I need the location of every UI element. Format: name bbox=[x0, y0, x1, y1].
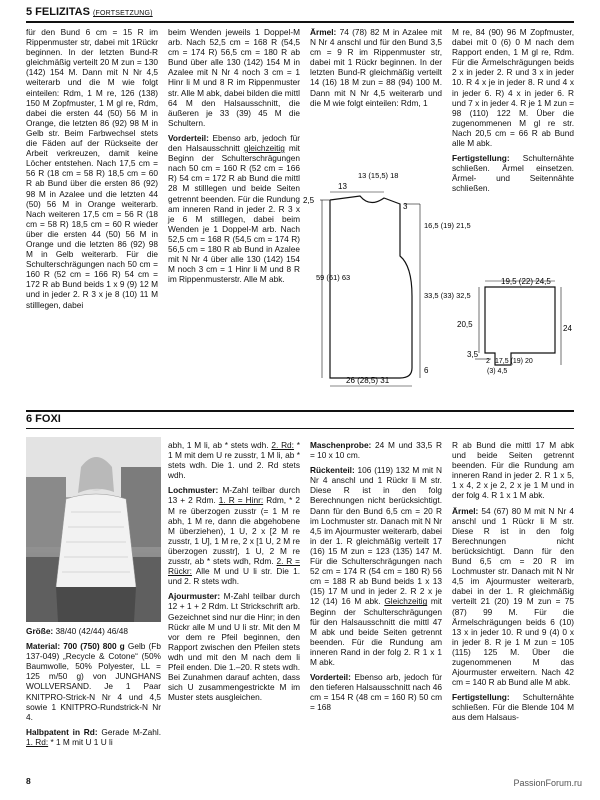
section-rule bbox=[26, 21, 574, 23]
page-number: 8 bbox=[26, 776, 31, 786]
paragraph-maschenprobe: Maschenprobe: 24 M und 33,5 R = 10 x 10 cm. bbox=[310, 440, 442, 461]
dim-sleeve-bottom-small: (3) 4,5 bbox=[487, 368, 508, 375]
text-column-foxi-1 bbox=[26, 626, 161, 752]
dim-sleeve-cuff: 2 bbox=[486, 358, 490, 365]
section-header-foxi bbox=[26, 413, 61, 425]
text-column-3 bbox=[310, 27, 442, 113]
dim-left-height: 59 (61) 63 bbox=[316, 273, 351, 282]
body-outline bbox=[330, 196, 412, 378]
paragraph-fertigstellung: Fertigstellung: Schulternähte schließen. Für die Blende 104 M aus dem Halsaus- bbox=[452, 692, 574, 723]
paragraph-ajourmuster: Ajourmuster: M-Zahl teilbar durch 12 + 1 + 2 Rdm. Lt Strickschrift arb. Gezeichnet sind nur die Hinr; in den Rückr alle M und U li str. Mit den M vor dem re Pfeil beginnen, den Rapport zwischen den Pfeilen stets wdh und mit den M nach dem li Pfeil enden. Die 1.–20. R stets wdh. Bei Zunahmen darauf achten, dass sich U zusammengestrickte M im Muster stets ausgleichen. bbox=[168, 591, 300, 703]
paragraph-groesse: Größe: 38/40 (42/44) 46/48 bbox=[26, 626, 128, 636]
text-column-foxi-4 bbox=[452, 440, 574, 728]
section-subtitle: (FORTSETZUNG) bbox=[93, 10, 153, 17]
sleeve-schematic bbox=[455, 275, 575, 385]
paragraph-vorderteil: Vorderteil: Ebenso arb, jedoch für den Halsausschnitt gleichzeitig mit Beginn der Schulterschrägungen nach 50 cm = 160 R (52 cm = 166 R) 54 cm = 172 R ab Bund die mittl 28 M stilllegen und beide Seiten getrennt beenden. Für die Rundung am inneren Rand in jeder 2. R 3 x je 6 M stilllegen, dabei beim Wenden je 1 Doppel-M arb. Nach 52,5 cm = 168 R (54,5 cm = 174 R) 56,5 cm = 180 R ab Bund in Azalee mit N Nr 4 über alle 130 (142) 154 M noch 3 cm = 1 Hinr li M und 8 R im Rippenmusterstr. Alle M abk. bbox=[168, 132, 300, 285]
dim-bottom-width: 26 (28,5) 31 bbox=[346, 376, 390, 385]
paragraph: für den Bund 6 cm = 15 R im Rippenmuster str, dabei mit 1Rückr beginnen. In der letzten Bund-R gleichmäßig verteilt 20 M zun = 130 (142) 154 M. Dann mit N Nr 4,5 weiterarb und die M wie folgt einteilen: Rdm, 1 M re, 126 (138) 150 M Zopfmuster, 1 M gl re, Rdm, dabei die ersten 44 (50) 56 M in Orange, die letzten 86 (92) 98 M in Gelb str. Beim Farbwechsel stets die Fäden auf der Rückseite der Arbeit verkreuzen, damit keine Löcher entstehen. Nach 17,5 cm = 56 R (18 cm = 58 R) 18,5 cm = 60 R ab Bund über die ersten 86 (92) 98 M in Azalee und die letzten 44 (50) 56 M in Orange weiterarb. Nach weiteren 17,5 cm = 56 R (18 cm = 58 R) 18,5 cm = 60 R wieder über die ersten 44 (50) 56 M in Orange und die letzten 86 (92) 98 M in Gelb weiterarb. Für die Schulterschrägungen nach 50 cm = 160 R (52 cm = 166 R) 54 cm = 172 R ab Bund beids 1 x 9 (9) 12 M und in jeder 2. R 3 x je 8 (10) 11 M stilllegen, dabei bbox=[26, 27, 158, 310]
paragraph-fertigstellung: Fertigstellung: Schulternähte schließen. Ärmel einsetzen. Ärmel- und Seitennähte schließen. bbox=[452, 153, 574, 194]
dim-sleeve-right: 24 bbox=[563, 324, 572, 333]
dim-left-drop: 2,5 bbox=[303, 196, 315, 205]
dim-right-bottom: 6 bbox=[424, 366, 429, 375]
paragraph-lochmuster: Lochmuster: M-Zahl teilbar durch 13 + 2 Rdm. 1. R = Hinr: Rdm, * 2 M re überzogen zusstr (= 1 M re abh, 1 M re, dann die abgehobene M überziehen), 1 U, 2 x [2 M re zusstr, 1 U], 1 M re, 2 x [1 U, 2 M re überzogen zusstr], 1 U, 2 M re zusstr, ab * stets wdh, Rdm. 2. R = Rückr: Alle M und U li str. Die 1. und 2. R stets wdh. bbox=[168, 485, 300, 587]
dim-neck: 13 (15,5) 18 bbox=[358, 171, 399, 180]
dim-shoulder: 13 bbox=[338, 182, 347, 191]
section-title: 5 FELIZITAS bbox=[26, 6, 90, 18]
paragraph-halbpatent-cont: abh, 1 M li, ab * stets wdh. 2. Rd: * 1 M mit dem U re zusstr, 1 M li, ab * stets wdh. Die 1. und 2. Rd stets wdh. bbox=[168, 440, 300, 481]
dim-right-lower: 33,5 (33) 32,5 bbox=[424, 291, 471, 300]
paragraph: M re, 84 (90) 96 M Zopfmuster, dabei mit 0 (6) 0 M nach dem Rapport enden, 1 M gl re, Rdm. Für die Ärmelschrägungen beids 2 x in jeder 2. R und 3 x in jeder 10. R 4 x je in jeder 8. R und 4 x in jeder 6. R) 4 x in jeder 6. R und 7 x in jeder 4. R je 1 M zun = 98 (110) 122 M. Über die zugenommenen M gl re str. Nach 20,5 cm = 66 R ab Bund alle M abk. bbox=[452, 27, 574, 149]
section-rule bbox=[26, 428, 574, 429]
paragraph-aermel: Ärmel: 74 (78) 82 M in Azalee mit N Nr 4 anschl und für den Bund 3,5 cm = 9 R im Rippenmuster str, dabei mit 1 Rückr beginnen. In der letzten Bund-R gleichmäßig verteilt 14 (16) 18 M zun = 88 (94) 100 M. Dann mit N Nr 4,5 weiterarb und die M wie folgt einteilen: Rdm, 1 bbox=[310, 27, 442, 108]
paragraph-aermel: Ärmel: 54 (67) 80 M mit N Nr 4 anschl und 1 Rückr li M str. Diese R ist in den folg Berechnungen nicht berücksichtigt. Dann für den Bund 6,5 cm = 20 R im Lochmuster str. Danach mit N Nr 4,5 im Ajourmuster weiterarb, dabei in der 1. R gleichmäßig verteilt 21 (20) 19 M zun = 75 (87) 99 M. Für die Ärmelschrägungen beids 6 (10) 13 x in jeder 10. R und 9 (4) 0 x in jeder 8. R je 1 M zun = 105 (115) 125 M. Über die zugenommenen M das Ajourmuster erweitern. Nach 42 cm = 140 R ab Bund alle M abk. bbox=[452, 505, 574, 688]
paragraph-vorderteil: Vorderteil: Ebenso arb, jedoch für den tieferen Halsausschnitt nach 46 cm = 154 R (48 cm = 160 R) 50 cm = 168 bbox=[310, 672, 442, 713]
paragraph: beim Wenden jeweils 1 Doppel-M arb. Nach 52,5 cm = 168 R (54,5 cm = 174 R) 56,5 cm = 180 R ab Bund über alle 130 (142) 154 M in Azalee mit N Nr 4 noch 3 cm = 1 Hinr li M und 8 R im Rippenmuster str. Alle M abk, dabei bilden die mittl 64 M den Halsausschnitt, die äußeren je 33 (39) 45 M die Schultern. bbox=[168, 27, 300, 128]
section-rule bbox=[26, 410, 574, 412]
paragraph-halbpatent: Halbpatent in Rd: Gerade M-Zahl. 1. Rd: * 1 M mit U 1 U li bbox=[26, 726, 161, 747]
text-column-2 bbox=[168, 27, 300, 289]
paragraph: R ab Bund die mittl 17 M abk und beide Seiten getrennt beenden. Für die Rundung am inneren Rand in jeder 2. R 1 x 5, 1 x 4, 2 x je 2, 2 x je 1 M und in der folg 4. R 1 x 1 M abk. bbox=[452, 440, 574, 501]
dim-sleeve-top: 19,5 (22) 24,5 bbox=[501, 277, 551, 286]
dim-right-upper: 16,5 (19) 21,5 bbox=[424, 221, 471, 230]
model-photo bbox=[26, 437, 161, 622]
section-header-felizitas bbox=[26, 6, 153, 18]
paragraph-material: Material: 700 (750) 800 g Gelb (Fb 137-049) „Recycle & Cotone“ (50% Baumwolle, 50% Polyester, LL = 125 m/50 g) von JUNGHANS WOLLVERSAND. Je 1 Paar KNITPRO-Strick-N Nr 4 und 4,5 sowie 1 KNITPRO-Rundstrick-N Nr 4. bbox=[26, 641, 161, 722]
text-column-foxi-3 bbox=[310, 440, 442, 717]
paragraph-rueckenteil: Rückenteil: 106 (119) 132 M mit N Nr 4 anschl und 1 Rückr li M str. Diese R ist in den folg Berechnungen nicht berücksichtigt. Dann für den Bund 6,5 cm = 20 R im Lochmuster str. Danach mit N Nr 4,5 im Ajourmuster weiterarb, dabei in der 1. R gleichmäßig verteilt 17 (16) 15 M zun = 123 (135) 147 M. Für die Schulterschrägungen nach 52 cm = 174 R (54 cm = 180 R) 56 cm = 188 R ab Bund beids 1 x 13 (15) 17 M und in jeder 2. R 2 x je 12 (14) 16 M abk. Gleichzeitig mit Beginn der Schulterschrägungen für den Halsausschnitt die mittl 47 M abk und beide Seiten getrennt beenden. Für die Rundung am inneren Rand in der folg 2. R 1 x 1 M abk. bbox=[310, 465, 442, 667]
text-column-1 bbox=[26, 27, 158, 315]
text-column-foxi-2 bbox=[168, 440, 300, 707]
dim-sleeve-bottom-width: 17,5 (19) 20 bbox=[495, 358, 533, 365]
dim-right-drop: 3 bbox=[403, 202, 408, 211]
section-title: 6 FOXI bbox=[26, 413, 61, 425]
text-column-4 bbox=[452, 27, 574, 199]
watermark: PassionForum.ru bbox=[513, 778, 582, 788]
sleeve-outline bbox=[485, 287, 555, 365]
dim-sleeve-bottom-left: 3,5 bbox=[467, 350, 479, 359]
dim-sleeve-left: 20,5 bbox=[457, 320, 473, 329]
